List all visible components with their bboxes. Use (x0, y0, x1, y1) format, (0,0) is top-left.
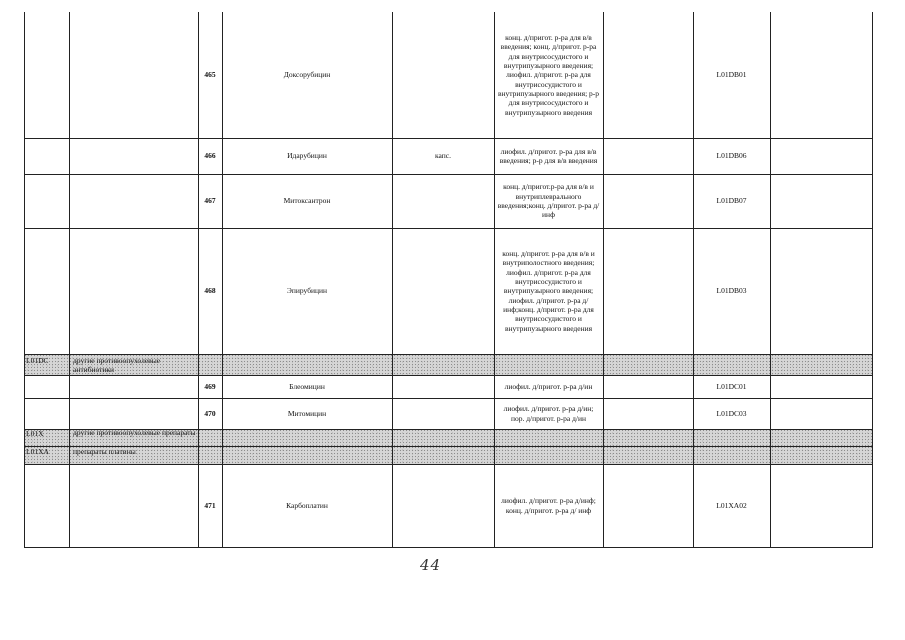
dosage-form-short (392, 174, 494, 228)
drug-name: Митоксантрон (283, 196, 331, 206)
row-number: 468 (204, 286, 216, 296)
group-code: L01DC (26, 356, 49, 365)
row-number: 466 (204, 151, 216, 161)
atc-code: L01DC03 (716, 408, 747, 418)
atc-code: L01DB03 (716, 286, 747, 296)
dosage-forms: конц. д/пригот.р-ра для в/в и внутриплеврального введения;конц. д/пригот. р-ра д/инф (497, 182, 600, 220)
grid-line (24, 12, 25, 548)
dosage-form-short (392, 398, 494, 429)
row-number: 470 (204, 408, 216, 418)
drug-name: Блеомицин (289, 381, 325, 391)
row-number: 469 (204, 381, 216, 391)
atc-code: L01DC01 (716, 381, 747, 391)
dosage-forms: лиофил. д/пригот. р-ра д/ин (504, 381, 593, 391)
grid-line (69, 12, 70, 548)
dosage-forms: лиофил. д/пригот. р-ра д/инф; конц. д/пригот. р-ра д/ инф (501, 496, 596, 515)
dosage-form-short (392, 375, 494, 398)
group-code: L01XA (26, 447, 49, 456)
drug-name: Идарубицин (287, 151, 327, 161)
dosage-forms: конц. д/пригот. р-ра для в/в и внутриполостного введения; лиофил. д/пригот. р-ра для внутрисосудистого и внутрипузырного введения; лиофил. д/пригот. р-ра д/инф;конц. д/пригот. р-ра для внутрисосудистого и внутрипузырного введения (502, 249, 595, 333)
group-name: препараты платины (73, 447, 136, 456)
grid-line (603, 12, 604, 548)
dosage-form-short (392, 12, 494, 138)
row-number: 471 (204, 500, 216, 510)
atc-code: L01DB07 (716, 196, 747, 206)
drug-name: Митомицин (287, 408, 327, 418)
dosage-form-short (392, 464, 494, 547)
dosage-form-short (392, 228, 494, 354)
grid-line (872, 12, 873, 548)
page-number: 44 (420, 556, 442, 574)
group-name: другие противоопухолевые антибиотики (73, 356, 161, 375)
grid-line (770, 12, 771, 548)
row-number: 467 (204, 196, 216, 206)
drug-name: Эпирубицин (286, 286, 328, 296)
dosage-forms: конц. д/пригот. р-ра для в/в введения; конц. д/пригот. р-ра для внутрисосудистого и внутрипузырного введения; лиофил. д/пригот. р-ра для внутрисосудистого и внутрипузырного введения; р-р для внутрисосудистого и внутрипузырного введения (497, 33, 600, 117)
row-number: 465 (204, 70, 216, 80)
group-code: L01X (26, 429, 44, 438)
group-name: другие противоопухолевые препараты (73, 429, 196, 437)
atc-code: L01XA02 (716, 500, 747, 510)
dosage-forms: лиофил. д/пригот. р-ра д/ин; пор. д/пригот. р-ра д/ин (503, 404, 594, 423)
grid-line (24, 547, 873, 548)
atc-code: L01DB01 (716, 70, 747, 80)
drug-name: Доксорубицин (283, 70, 331, 80)
atc-code: L01DB06 (716, 151, 747, 161)
dosage-forms: лиофил. д/пригот. р-ра для в/в введения; р-р для в/в введения (499, 146, 598, 165)
drug-name: Карбоплатин (286, 500, 328, 510)
dosage-form-short: капс. (435, 151, 451, 161)
